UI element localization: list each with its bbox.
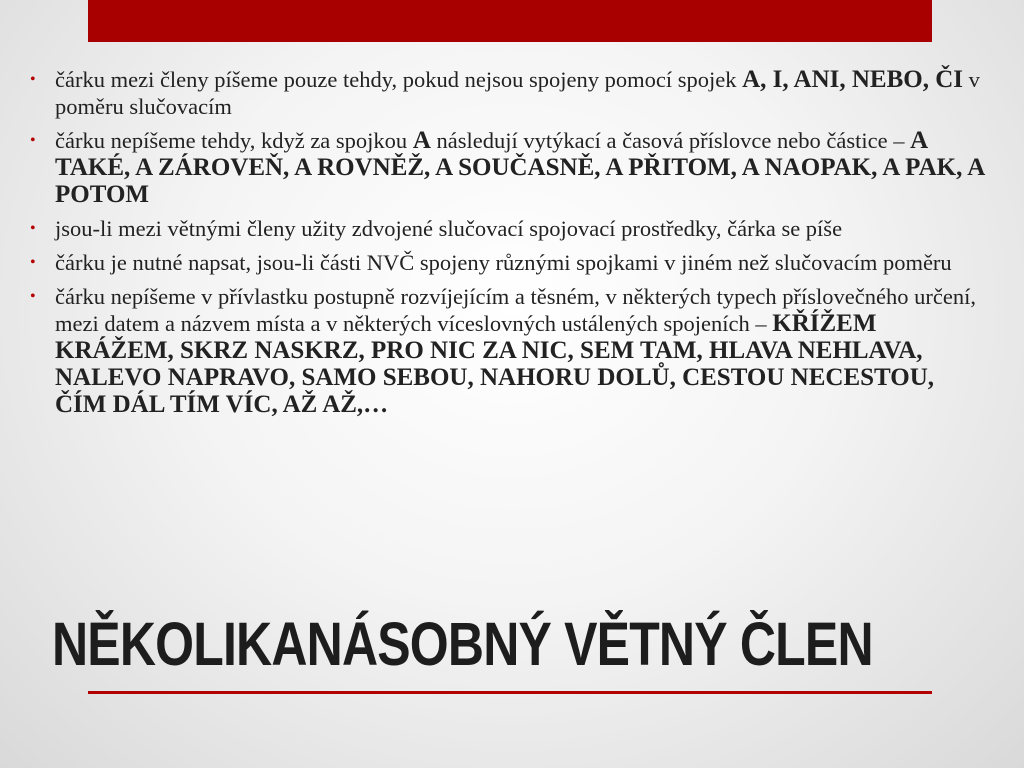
bullet-text: čárku nepíšeme tehdy, když za spojkou [55, 128, 413, 153]
list-item [30, 249, 990, 276]
bullet-icon: • [30, 132, 36, 149]
list-item [30, 283, 990, 418]
bullet-emphasis: A [412, 127, 431, 154]
bullet-list [30, 66, 990, 418]
slide-title: NĚKOLIKANÁSOBNÝ VĚTNÝ ČLEN [52, 610, 873, 678]
list-item [30, 215, 990, 242]
bullet-text: čárku nepíšeme v přívlastku postupně rozvíjejícím a těsném, v některých typech příslovečného určení, mezi datem a názvem místa a v některých víceslovných ustálených spojeních – [55, 284, 976, 336]
bullet-text: jsou-li mezi větnými členy užity zdvojené slučovací spojovací prostředky, čárka se píše [55, 216, 843, 241]
bullet-text: čárku mezi členy píšeme pouze tehdy, pokud nejsou spojeny pomocí spojek [55, 67, 743, 92]
bullet-emphasis-second: A TAKÉ, A ZÁROVEŇ, A ROVNĚŽ, A SOUČASNĚ, A PŘITOM, A NAOPAK, A PAK, A POTOM [55, 127, 984, 208]
bullet-text-after: následují vytýkací a časová příslovce nebo částice – [430, 128, 911, 153]
top-accent-bar [88, 0, 932, 42]
bullet-emphasis: KŘÍŽEM KRÁŽEM, SKRZ NASKRZ, PRO NIC ZA NIC, SEM TAM, HLAVA NEHLAVA, NALEVO NAPRAVO, SAMO SEBOU, NAHORU DOLŮ, CESTOU NECESTOU, ČÍM DÁL TÍM VÍC, AŽ AŽ,… [55, 310, 935, 418]
list-item [30, 127, 990, 208]
bullet-icon: • [30, 288, 36, 305]
title-underline [88, 691, 932, 694]
bullet-icon: • [30, 71, 36, 88]
bullet-text: čárku je nutné napsat, jsou-li části NVČ spojeny různými spojkami v jiném než slučovacím poměru [55, 250, 952, 275]
bullet-icon: • [30, 220, 36, 237]
list-item [30, 66, 990, 120]
bullet-emphasis: A, I, ANI, NEBO, ČI [742, 66, 963, 93]
bullet-text-after: v poměru slučovacím [55, 67, 980, 119]
bullet-icon: • [30, 254, 36, 271]
slide-content [30, 66, 990, 425]
